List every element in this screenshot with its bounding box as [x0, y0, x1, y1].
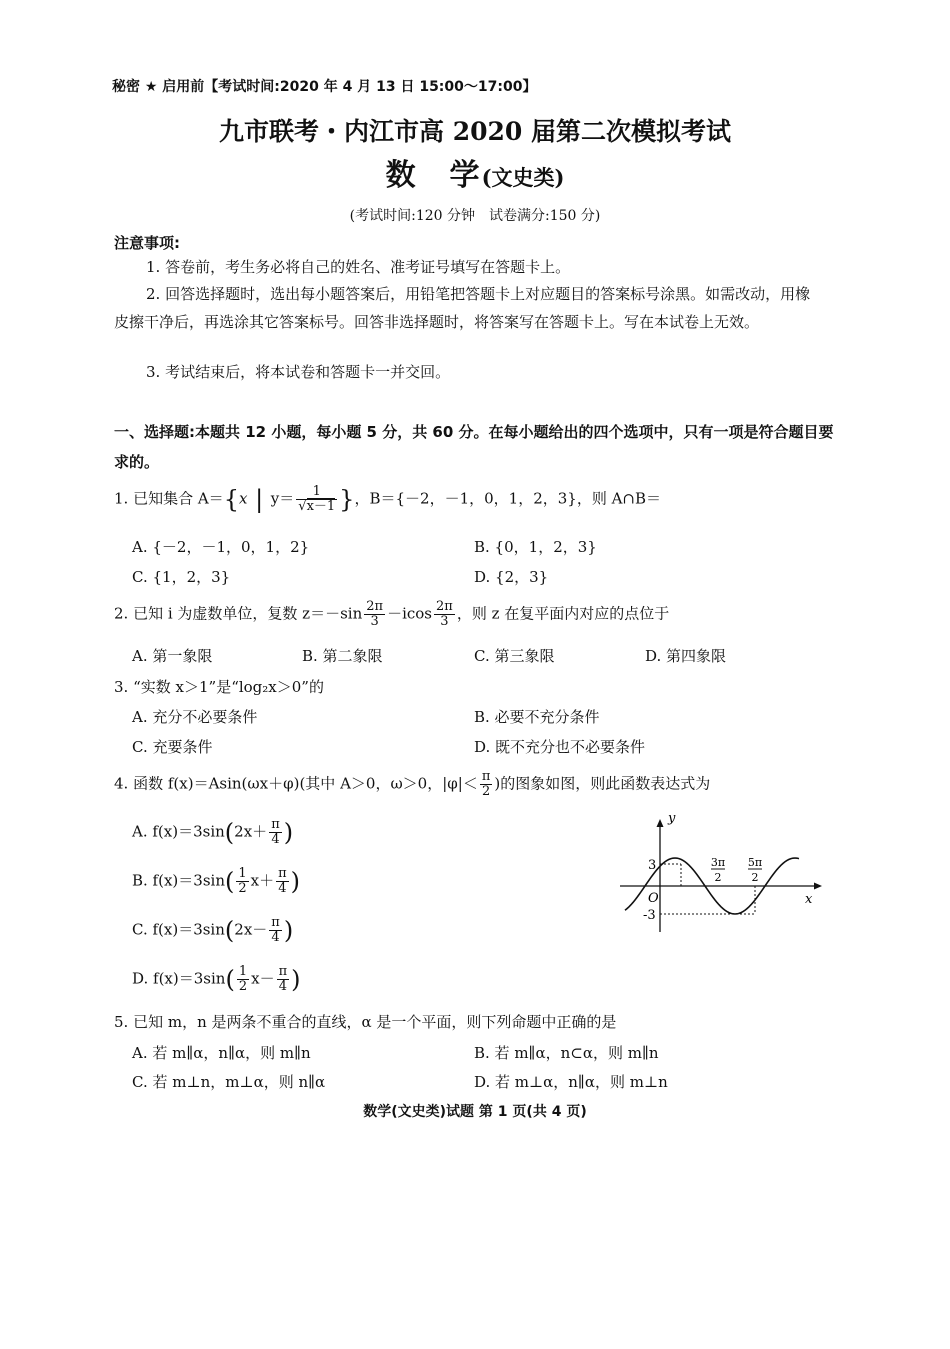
graph-x1-num: 3π [710, 856, 726, 869]
notice-item-1: 1. 答卷前，考生务必将自己的姓名、准考证号填写在答题卡上。 [146, 258, 571, 276]
q4-b-half-den: 2 [238, 881, 247, 896]
q4-d-lparen: ( [225, 965, 235, 994]
q2-option-a: A. 第一象限 [132, 647, 213, 665]
sine-graph [615, 812, 830, 937]
q2-frac2-den: 3 [440, 614, 449, 629]
q1-option-b: B. {0，1，2，3} [474, 538, 597, 556]
subject-name: 数 学 [385, 158, 482, 193]
q4-b-fraction [276, 867, 289, 896]
q2-stem-pre: 2. 已知 i 为虚数单位，复数 z＝－sin [114, 604, 363, 623]
secret-line: 秘密 ★ 启用前【考试时间:2020 年 4 月 13 日 15:00～17:00】 [112, 79, 537, 95]
q4-d-half-num: 1 [238, 964, 248, 979]
q4-d-half [237, 965, 249, 994]
graph-x2-den: 2 [751, 871, 759, 884]
question-5: 5. 已知 m，n 是两条不重合的直线，α 是一个平面，则下列命题中正确的是 [114, 1013, 617, 1031]
q4-stem-pre: 4. 函数 f(x)＝Asin(ωx＋φ)(其中 A＞0，ω＞0，|φ|＜ [114, 774, 478, 793]
graph-x-arrow [814, 883, 822, 890]
q5-option-c: C. 若 m⊥n，m⊥α，则 n∥α [132, 1073, 326, 1091]
q4-c-fraction [269, 916, 282, 945]
q4-b-frac-num: π [278, 866, 287, 881]
q1-option-a: A. {－2，－1，0，1，2} [132, 538, 310, 556]
notice-item-2: 2. 回答选择题时，选出每小题答案后，用铅笔把答题卡上对应题目的答案标号涂黑。如需改动，用橡皮擦干净后，再选涂其它答案标号。回答非选择题时，将答案写在答题卡上。写在本试卷上无效。 [114, 285, 811, 331]
q2-fraction-1 [364, 600, 385, 629]
q1-left-brace: { [223, 485, 239, 514]
q5-option-d: D. 若 m⊥α，n∥α，则 m⊥n [474, 1073, 668, 1091]
q4-a-frac-den: 4 [271, 832, 280, 847]
q2-frac1-num: 2π [366, 599, 384, 614]
q1-sqrt-radicand: x－1 [306, 499, 336, 514]
q3-option-b: B. 必要不充分条件 [474, 708, 600, 726]
q2-option-d: D. 第四象限 [645, 647, 727, 665]
q2-frac2-num: 2π [436, 599, 453, 614]
q1-option-d: D. {2，3} [474, 568, 549, 586]
q4-option-b [132, 867, 300, 896]
q4-d-pre: D. f(x)＝3sin [132, 969, 226, 988]
q4-d-half-den: 2 [238, 979, 248, 994]
q4-option-a [132, 818, 293, 847]
q4-c-frac-num: π [271, 915, 280, 930]
q1-frac-num: 1 [296, 485, 337, 500]
q4-c-rparen: ) [283, 916, 294, 945]
q2-option-c: C. 第三象限 [474, 647, 555, 665]
graph-y-label: y [668, 812, 676, 826]
q4-a-inner: 2x＋ [234, 822, 268, 841]
q4-frac-num: π [481, 769, 491, 784]
graph-x1-den: 2 [714, 871, 722, 884]
notice-heading: 注意事项: [114, 234, 180, 252]
question-4 [114, 770, 710, 799]
question-1 [114, 485, 661, 514]
q1-fraction [296, 485, 337, 514]
q5-option-a: A. 若 m∥α，n∥α，则 m∥n [132, 1044, 311, 1062]
q2-option-b: B. 第二象限 [302, 647, 383, 665]
graph-y-arrow [657, 819, 664, 827]
section-heading: 一、选择题:本题共 12 小题，每小题 5 分，共 60 分。在每小题给出的四个选项中，只有一项是符合题目要求的。 [114, 423, 834, 471]
q4-d-frac-num: π [278, 964, 288, 979]
exam-title: 九市联考・内江市高 2020 届第二次模拟考试 [219, 117, 731, 146]
graph-x2-num: 5π [747, 856, 763, 869]
exam-info: (考试时间:120 分钟 试卷满分:150 分) [349, 208, 601, 224]
q4-b-half-num: 1 [238, 866, 247, 881]
q4-c-inner: 2x－ [234, 920, 268, 939]
q4-b-frac-den: 4 [278, 881, 287, 896]
q4-a-frac-num: π [271, 817, 280, 832]
q1-y-eq: y＝ [270, 489, 295, 508]
notice-item-3: 3. 考试结束后，将本试卷和答题卡一并交回。 [146, 363, 451, 381]
q4-option-d [132, 965, 301, 994]
q2-fraction-2 [434, 600, 455, 629]
q1-stem-post: ，B＝{－2，－1，0，1，2，3}，则 A∩B＝ [354, 489, 662, 508]
page-footer: 数学(文史类)试题 第 1 页(共 4 页) [363, 1104, 587, 1120]
q1-frac-den: √x－1 [298, 499, 336, 514]
q1-bar: | [247, 485, 271, 514]
q5-option-b: B. 若 m∥α，n⊂α，则 m∥n [474, 1044, 659, 1062]
q4-b-lparen: ( [224, 867, 235, 896]
q1-right-brace: } [339, 485, 355, 514]
q4-d-fraction [277, 965, 290, 994]
q4-frac-den: 2 [481, 784, 491, 799]
graph-origin-label: O [648, 891, 659, 906]
q4-b-half [236, 867, 248, 896]
q4-d-inner: x－ [251, 969, 275, 988]
graph-ymin-label: -3 [643, 908, 656, 923]
q4-d-rparen: ) [291, 965, 301, 994]
q1-stem-pre: 1. 已知集合 A＝ [114, 489, 224, 508]
question-2 [114, 600, 669, 629]
q4-a-rparen: ) [283, 818, 294, 847]
q2-stem-mid: －icos [387, 604, 433, 623]
q4-d-frac-den: 4 [278, 979, 287, 994]
question-3: 3. “实数 x＞1”是“log₂x＞0”的 [114, 678, 324, 696]
q4-c-pre: C. f(x)＝3sin [132, 920, 225, 939]
q4-fraction [480, 770, 493, 799]
q2-stem-post: ，则 z 在复平面内对应的点位于 [456, 604, 670, 623]
q1-option-c: C. {1，2，3} [132, 568, 231, 586]
graph-ymax-label: 3 [648, 858, 657, 873]
subject-title [0, 150, 950, 194]
q1-set-var: x [238, 489, 248, 508]
q3-option-c: C. 充要条件 [132, 738, 213, 756]
subject-category: (文史类) [481, 165, 565, 190]
q4-a-fraction [269, 818, 282, 847]
graph-x-label: x [805, 892, 813, 907]
q4-option-c [132, 916, 293, 945]
q4-stem-post: )的图象如图，则此函数表达式为 [494, 774, 711, 793]
q4-a-pre: A. f(x)＝3sin [132, 822, 225, 841]
q4-c-frac-den: 4 [271, 930, 280, 945]
q3-option-d: D. 既不充分也不必要条件 [474, 738, 646, 756]
q3-option-a: A. 充分不必要条件 [132, 708, 258, 726]
q4-b-rparen: ) [290, 867, 301, 896]
q4-b-pre: B. f(x)＝3sin [132, 871, 225, 890]
q4-c-lparen: ( [224, 916, 235, 945]
q4-a-lparen: ( [224, 818, 235, 847]
q2-frac1-den: 3 [370, 614, 379, 629]
q4-b-inner: x＋ [250, 871, 275, 890]
